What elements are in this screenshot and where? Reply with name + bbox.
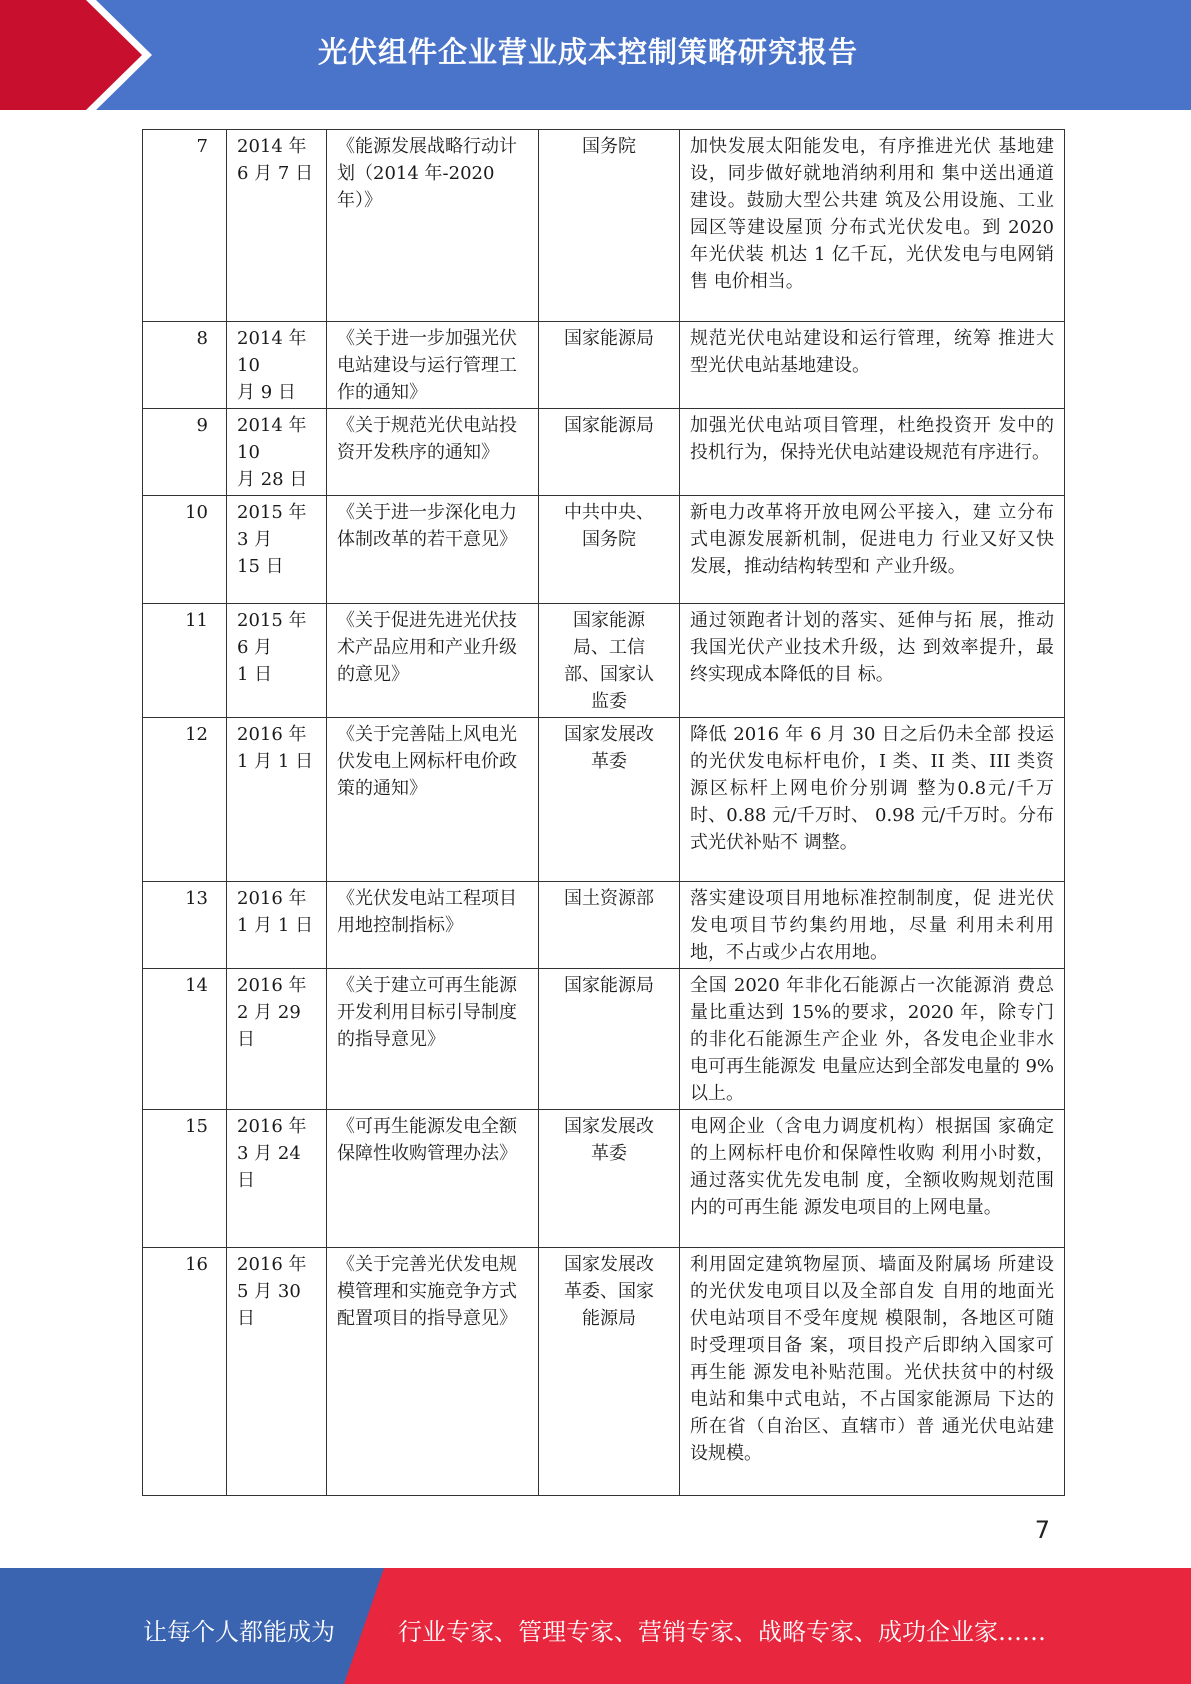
row-department: 国家发展改 革委 <box>539 1110 680 1248</box>
row-date: 2014 年 10 月 9 日 <box>227 322 327 409</box>
row-date: 2016 年 2 月 29 日 <box>227 969 327 1110</box>
row-department: 国家能源 局、工信 部、国家认 监委 <box>539 604 680 718</box>
row-date: 2015 年 6 月 1 日 <box>227 604 327 718</box>
row-policy-name: 《光伏发电站工程项目 用地控制指标》 <box>327 882 539 969</box>
row-policy-name: 《关于完善陆上风电光 伏发电上网标杆电价政 策的通知》 <box>327 718 539 882</box>
table-row <box>143 882 1065 969</box>
table-row <box>143 496 1065 604</box>
row-number: 15 <box>143 1110 227 1248</box>
row-policy-name: 《可再生能源发电全额 保障性收购管理办法》 <box>327 1110 539 1248</box>
row-policy-name: 《关于规范光伏电站投 资开发秩序的通知》 <box>327 409 539 496</box>
row-content: 利用固定建筑物屋顶、墙面及附属场 所建设的光伏发电项目以及全部自发 自用的地面光伏电站项目不受年度规 模限制，各地区可随时受理项目备 案，项目投产后即纳入国家可再生能 源发电补贴范围。光伏扶贫中的村级 电站和集中式电站，不占国家能源局 下达的所在省（自治区、直辖市）普 通光伏电站建设规模。 <box>680 1248 1065 1496</box>
page-footer <box>0 1568 1191 1684</box>
row-content: 加强光伏电站项目管理，杜绝投资开 发中的投机行为，保持光伏电站建设规范有序进行。 <box>680 409 1065 496</box>
table-row <box>143 409 1065 496</box>
row-department: 中共中央、 国务院 <box>539 496 680 604</box>
row-number: 10 <box>143 496 227 604</box>
row-date: 2014 年 6 月 7 日 <box>227 130 327 322</box>
table-row <box>143 322 1065 409</box>
row-department: 国家能源局 <box>539 409 680 496</box>
document-title: 光伏组件企业营业成本控制策略研究报告 <box>318 35 859 69</box>
row-content: 规范光伏电站建设和运行管理，统筹 推进大型光伏电站基地建设。 <box>680 322 1065 409</box>
row-department: 国土资源部 <box>539 882 680 969</box>
row-content: 加快发展太阳能发电，有序推进光伏 基地建设，同步做好就地消纳利用和 集中送出通道建设。鼓励大型公共建 筑及公用设施、工业园区等建设屋顶 分布式光伏发电。到 2020 年光伏装 机达 1 亿千瓦，光伏发电与电网销售 电价相当。 <box>680 130 1065 322</box>
row-content: 全国 2020 年非化石能源占一次能源消 费总量比重达到 15%的要求，2020 年，除专门的非化石能源生产企业 外，各发电企业非水电可再生能源发 电量应达到全部发电量的 9%以上。 <box>680 969 1065 1110</box>
row-content: 新电力改革将开放电网公平接入，建 立分布式电源发展新机制，促进电力 行业又好又快发展，推动结构转型和 产业升级。 <box>680 496 1065 604</box>
footer-slogan-right: 行业专家、管理专家、营销专家、战略专家、成功企业家…… <box>398 1618 1046 1646</box>
row-number: 12 <box>143 718 227 882</box>
row-number: 11 <box>143 604 227 718</box>
row-date: 2016 年 3 月 24 日 <box>227 1110 327 1248</box>
row-department: 国家发展改 革委 <box>539 718 680 882</box>
table-row <box>143 1110 1065 1248</box>
row-policy-name: 《能源发展战略行动计 划（2014 年-2020 年）》 <box>327 130 539 322</box>
row-date: 2015 年 3 月 15 日 <box>227 496 327 604</box>
row-department: 国家能源局 <box>539 969 680 1110</box>
row-policy-name: 《关于进一步深化电力 体制改革的若干意见》 <box>327 496 539 604</box>
row-policy-name: 《关于完善光伏发电规 模管理和实施竞争方式 配置项目的指导意见》 <box>327 1248 539 1496</box>
row-date: 2016 年 1 月 1 日 <box>227 718 327 882</box>
row-policy-name: 《关于促进先进光伏技 术产品应用和产业升级 的意见》 <box>327 604 539 718</box>
table-row <box>143 604 1065 718</box>
row-department: 国务院 <box>539 130 680 322</box>
footer-slogan-left: 让每个人都能成为 <box>143 1618 335 1646</box>
row-number: 8 <box>143 322 227 409</box>
header-arrow-decoration <box>0 0 160 110</box>
row-number: 14 <box>143 969 227 1110</box>
row-date: 2016 年 5 月 30 日 <box>227 1248 327 1496</box>
row-content: 降低 2016 年 6 月 30 日之后仍未全部 投运的光伏发电标杆电价，I 类、II 类、III 类资源区标杆上网电价分别调 整为0.8元/千万时、0.88 元/千万时、 0.98 元/千万时。分布式光伏补贴不 调整。 <box>680 718 1065 882</box>
page-number: 7 <box>1034 1516 1050 1544</box>
row-policy-name: 《关于建立可再生能源 开发利用目标引导制度 的指导意见》 <box>327 969 539 1110</box>
table-row <box>143 969 1065 1110</box>
row-date: 2014 年 10 月 28 日 <box>227 409 327 496</box>
row-number: 16 <box>143 1248 227 1496</box>
row-number: 13 <box>143 882 227 969</box>
row-content: 通过领跑者计划的落实、延伸与拓 展，推动我国光伏产业技术升级，达 到效率提升，最终实现成本降低的目 标。 <box>680 604 1065 718</box>
row-content: 电网企业（含电力调度机构）根据国 家确定的上网标杆电价和保障性收购 利用小时数，通过落实优先发电制 度，全额收购规划范围内的可再生能 源发电项目的上网电量。 <box>680 1110 1065 1248</box>
row-policy-name: 《关于进一步加强光伏 电站建设与运行管理工 作的通知》 <box>327 322 539 409</box>
row-number: 7 <box>143 130 227 322</box>
row-department: 国家发展改 革委、国家 能源局 <box>539 1248 680 1496</box>
table-row <box>143 130 1065 322</box>
row-department: 国家能源局 <box>539 322 680 409</box>
page-header <box>0 0 1191 110</box>
row-content: 落实建设项目用地标准控制制度，促 进光伏发电项目节约集约用地，尽量 利用未利用地，不占或少占农用地。 <box>680 882 1065 969</box>
row-number: 9 <box>143 409 227 496</box>
policy-table <box>142 129 1065 1496</box>
row-date: 2016 年 1 月 1 日 <box>227 882 327 969</box>
table-row <box>143 718 1065 882</box>
table-row <box>143 1248 1065 1496</box>
